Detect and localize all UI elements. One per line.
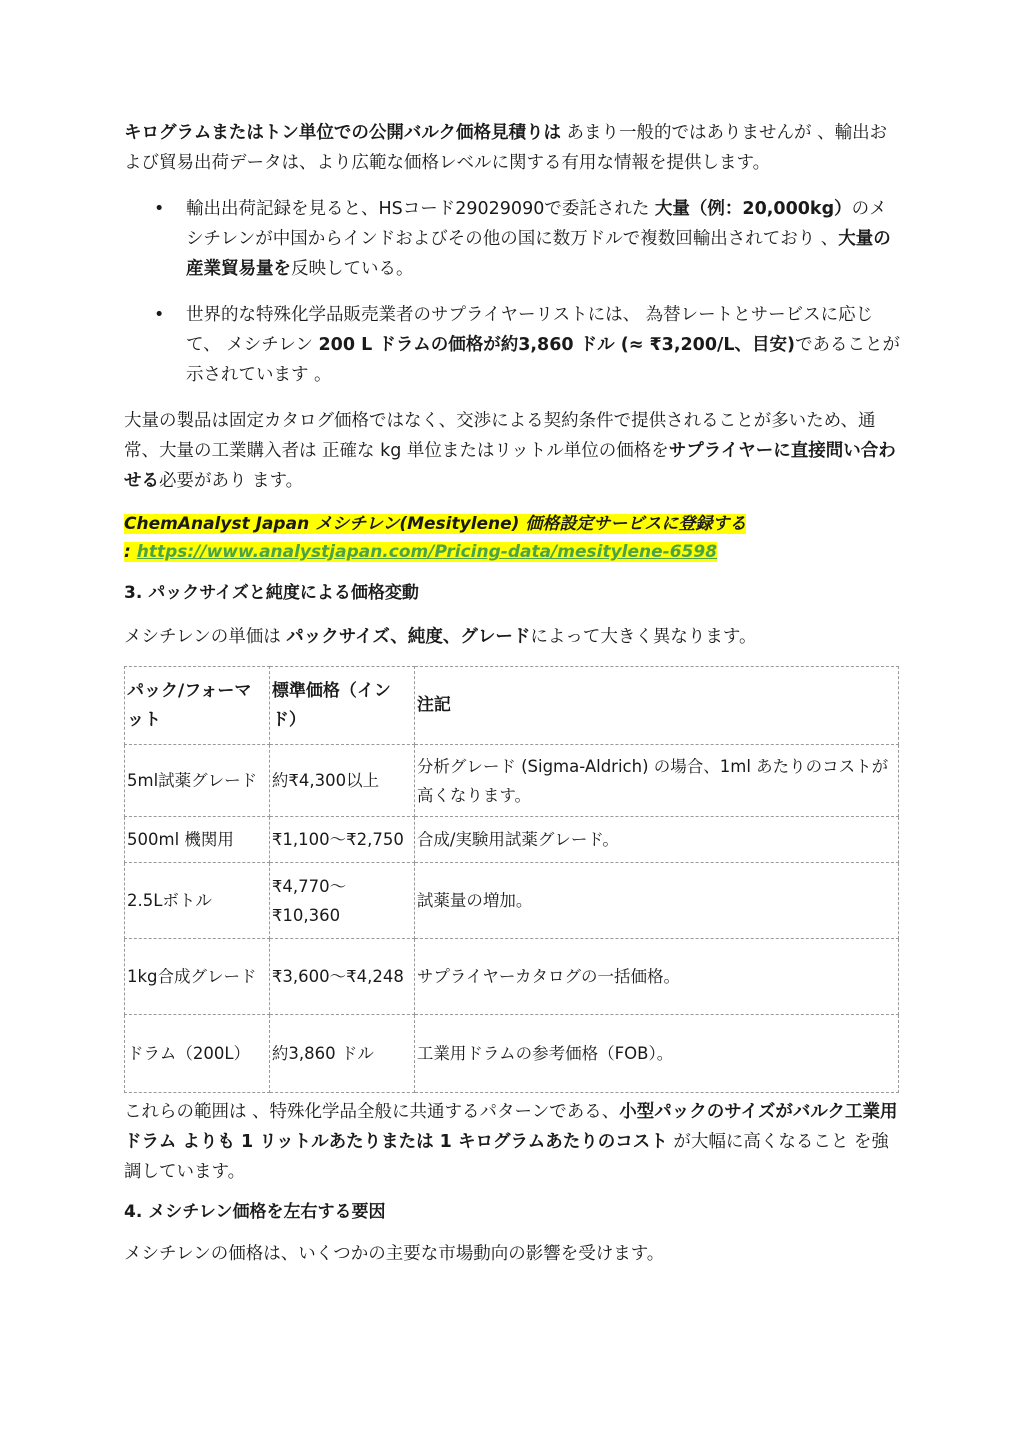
table-cell: 2.5Lボトル: [125, 863, 270, 939]
table-row: [125, 939, 899, 1015]
table-cell: 5ml試薬グレード: [125, 745, 270, 817]
promo-title: ChemAnalyst Japan メシチレン(Mesitylene) 価格設定サービスに登録する: [124, 514, 747, 534]
section3-heading: 3. パックサイズと純度による価格変動: [124, 583, 419, 603]
bullet-dot-icon: •: [154, 199, 165, 219]
table-cell: ドラム（200L）: [125, 1015, 270, 1093]
bullet-list: [124, 194, 904, 390]
table-cell: ₹1,100〜₹2,750: [269, 817, 414, 863]
para1-bold-text: キログラムまたはトン単位での公開バルク価格見積りは: [124, 123, 561, 143]
promo-block: [124, 510, 904, 566]
section4-intro: メシチレンの価格は、いくつかの主要な市場動向の影響を受けます。: [124, 1244, 665, 1264]
para3-bold: 小型パックのサイズがバルク工業用ドラム よりも 1 リットルあたりまたは 1 キログラムあたりのコスト: [124, 1102, 898, 1152]
table-cell: サプライヤーカタログの一括価格。: [414, 939, 898, 1015]
table-header-cell: パック/フォーマット: [125, 667, 270, 745]
para2-bold: サプライヤーに直接問い合わせる: [124, 441, 896, 491]
section4-heading: 4. メシチレン価格を左右する要因: [124, 1202, 386, 1222]
para1-text: あまり一般的ではありませんが 、輸出および貿易出荷データは、より広範な価格レベルに関する有用な情報を提供します。: [124, 123, 888, 173]
para2-text-post: 必要があり ます。: [159, 471, 304, 491]
bullet1-bold2: 大量の産業貿易量を: [186, 229, 891, 279]
bullet2-text-pre: 世界的な特殊化学品販売業者のサプライヤーリストには、 為替レートとサービスに応じて、 メシチレン: [186, 305, 874, 355]
table-cell: 試薬量の増加。: [414, 863, 898, 939]
table-row: [125, 745, 899, 817]
table-header-cell: 注記: [414, 667, 898, 745]
table-header-row: [125, 667, 899, 745]
document-page: [124, 118, 904, 1269]
table-row: [125, 863, 899, 939]
table-cell: ₹3,600〜₹4,248: [269, 939, 414, 1015]
table-row: [125, 1015, 899, 1093]
table-row: [125, 817, 899, 863]
bullet-dot-icon: •: [154, 305, 165, 325]
section3-intro-bold: パックサイズ、純度、グレード: [286, 627, 531, 647]
paragraph-bulk-price-intro: [124, 118, 904, 178]
table-header-cell: 標準価格（インド）: [269, 667, 414, 745]
table-cell: 分析グレード (Sigma-Aldrich) の場合、1ml あたりのコストが高くなります。: [414, 745, 898, 817]
para3-text-pre: これらの範囲は 、特殊化学品全般に共通するパターンである、: [124, 1102, 620, 1122]
section3-intro-post: によって大きく異なります。: [530, 627, 757, 647]
bullet-item-supplier-list: [124, 300, 904, 390]
promo-colon: :: [124, 542, 137, 562]
bullet1-bold1: 大量（例：20,000kg）: [654, 199, 852, 219]
bullet1-text-mid: のメシチレンが中国からインドおよびその他の国に数万ドルで複数回輸出されており 、: [186, 199, 887, 249]
table-cell: 500ml 機関用: [125, 817, 270, 863]
paragraph-range-summary: [124, 1097, 904, 1187]
bullet1-text-post: 反映している。: [291, 259, 414, 279]
bullet2-text-mid: であることが示されています 。: [186, 335, 901, 385]
table-cell: 約₹4,300以上: [269, 745, 414, 817]
bullet-item-export-records: [124, 194, 904, 284]
section3-intro-pre: メシチレンの単価は: [124, 627, 287, 647]
table-cell: 1kg合成グレード: [125, 939, 270, 1015]
table-cell: ₹4,770〜₹10,360: [269, 863, 414, 939]
table-cell: 工業用ドラムの参考価格（FOB）。: [414, 1015, 898, 1093]
para2-text-pre: 大量の製品は固定カタログ価格ではなく、交渉による契約条件で提供されることが多いため、通常、大量の工業購入者は 正確な kg 単位またはリットル単位の価格を: [124, 411, 876, 461]
paragraph-contract-pricing: [124, 406, 904, 496]
section3-intro: [124, 622, 904, 652]
table-cell: 約3,860 ドル: [269, 1015, 414, 1093]
table-cell: 合成/実験用試薬グレード。: [414, 817, 898, 863]
para3-text-post: が大幅に高くなること を強調しています。: [124, 1132, 889, 1182]
bullet2-bold1: 200 L ドラムの価格が約3,860 ドル (≈ ₹3,200/L、目安): [318, 335, 796, 355]
promo-link[interactable]: https://www.analystjapan.com/Pricing-data/mesitylene-6598: [136, 542, 718, 562]
bullet1-text-pre: 輸出出荷記録を見ると、HSコード29029090で委託された: [186, 199, 655, 219]
price-table: [124, 666, 899, 1093]
